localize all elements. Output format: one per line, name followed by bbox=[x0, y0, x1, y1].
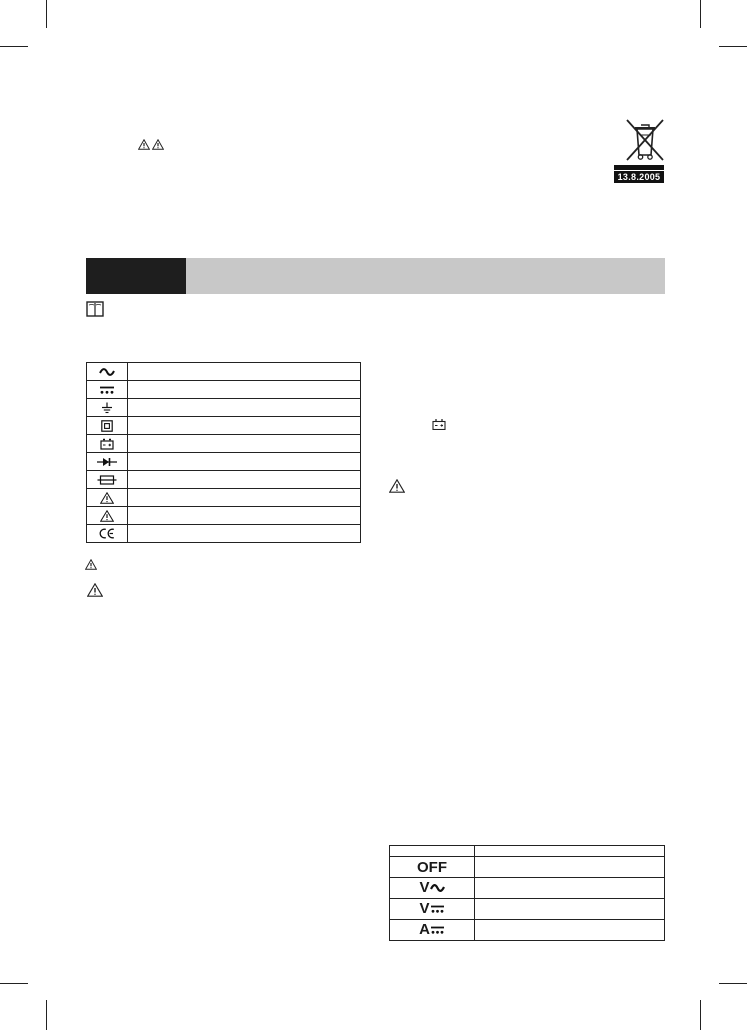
crop-mark bbox=[46, 0, 47, 28]
symbol-description bbox=[128, 507, 361, 525]
symbol-description bbox=[128, 453, 361, 471]
symbol-description bbox=[128, 417, 361, 435]
section-title-band bbox=[186, 258, 665, 294]
symbols-table bbox=[86, 362, 361, 543]
switch-key-label: OFF bbox=[417, 858, 447, 876]
crop-mark bbox=[700, 0, 701, 28]
warning-triangle-icon bbox=[87, 510, 127, 522]
switch-description bbox=[475, 846, 665, 857]
warning-triangle-icon bbox=[85, 559, 97, 570]
crop-mark bbox=[0, 983, 28, 984]
fuse-icon bbox=[87, 475, 127, 485]
switch-description bbox=[475, 920, 665, 941]
symbol-description bbox=[128, 435, 361, 453]
switch-description bbox=[475, 899, 665, 920]
table-header-row bbox=[390, 846, 665, 857]
weee-date: 13.8.2005 bbox=[614, 171, 664, 183]
crop-mark bbox=[719, 983, 747, 984]
table-row bbox=[87, 525, 361, 543]
ground-icon bbox=[87, 402, 127, 414]
battery-icon bbox=[87, 438, 127, 450]
section-number-band bbox=[86, 258, 186, 294]
crop-mark bbox=[719, 46, 747, 47]
manual-book-icon bbox=[86, 301, 104, 317]
table-row bbox=[390, 857, 665, 878]
dc-icon bbox=[430, 900, 445, 919]
warning-triangle-icon bbox=[87, 583, 103, 597]
table-row bbox=[390, 878, 665, 899]
table-row bbox=[87, 399, 361, 417]
warning-triangle-icon bbox=[87, 492, 127, 504]
battery-icon bbox=[432, 419, 446, 430]
warning-triangle-icon bbox=[389, 479, 405, 493]
symbol-description bbox=[128, 489, 361, 507]
table-row bbox=[390, 899, 665, 920]
symbol-description bbox=[128, 381, 361, 399]
symbol-description bbox=[128, 363, 361, 381]
switch-description bbox=[475, 878, 665, 899]
crop-mark bbox=[700, 1000, 701, 1030]
table-row bbox=[87, 453, 361, 471]
switch-position-table bbox=[389, 845, 665, 941]
dc-icon bbox=[87, 385, 127, 395]
symbol-description bbox=[128, 525, 361, 543]
table-row bbox=[87, 417, 361, 435]
double-insulation-icon bbox=[87, 420, 127, 432]
crop-mark bbox=[0, 46, 28, 47]
crop-mark bbox=[46, 1000, 47, 1030]
table-row bbox=[87, 471, 361, 489]
ac-tilde-icon bbox=[87, 367, 127, 377]
switch-key bbox=[390, 857, 475, 878]
weee-bar bbox=[614, 165, 664, 170]
switch-description bbox=[475, 857, 665, 878]
table-row bbox=[87, 435, 361, 453]
table-row bbox=[87, 507, 361, 525]
table-row bbox=[87, 489, 361, 507]
switch-key-label: A bbox=[419, 921, 430, 939]
warning-triangle-icon bbox=[152, 139, 164, 150]
symbol-description bbox=[128, 471, 361, 489]
crossed-out-bin-icon bbox=[624, 117, 666, 163]
warning-triangle-icon bbox=[138, 139, 150, 150]
switch-key-label: V bbox=[419, 900, 430, 918]
switch-key bbox=[390, 920, 475, 941]
ce-mark-icon bbox=[87, 528, 127, 539]
switch-key bbox=[390, 899, 475, 920]
switch-key bbox=[390, 846, 475, 857]
switch-key-label: V bbox=[419, 879, 430, 897]
ac-tilde-icon bbox=[430, 879, 445, 898]
switch-key bbox=[390, 878, 475, 899]
dc-icon bbox=[430, 921, 445, 940]
table-row bbox=[87, 363, 361, 381]
diode-icon bbox=[87, 457, 127, 467]
symbol-description bbox=[128, 399, 361, 417]
table-row bbox=[390, 920, 665, 941]
table-row bbox=[87, 381, 361, 399]
